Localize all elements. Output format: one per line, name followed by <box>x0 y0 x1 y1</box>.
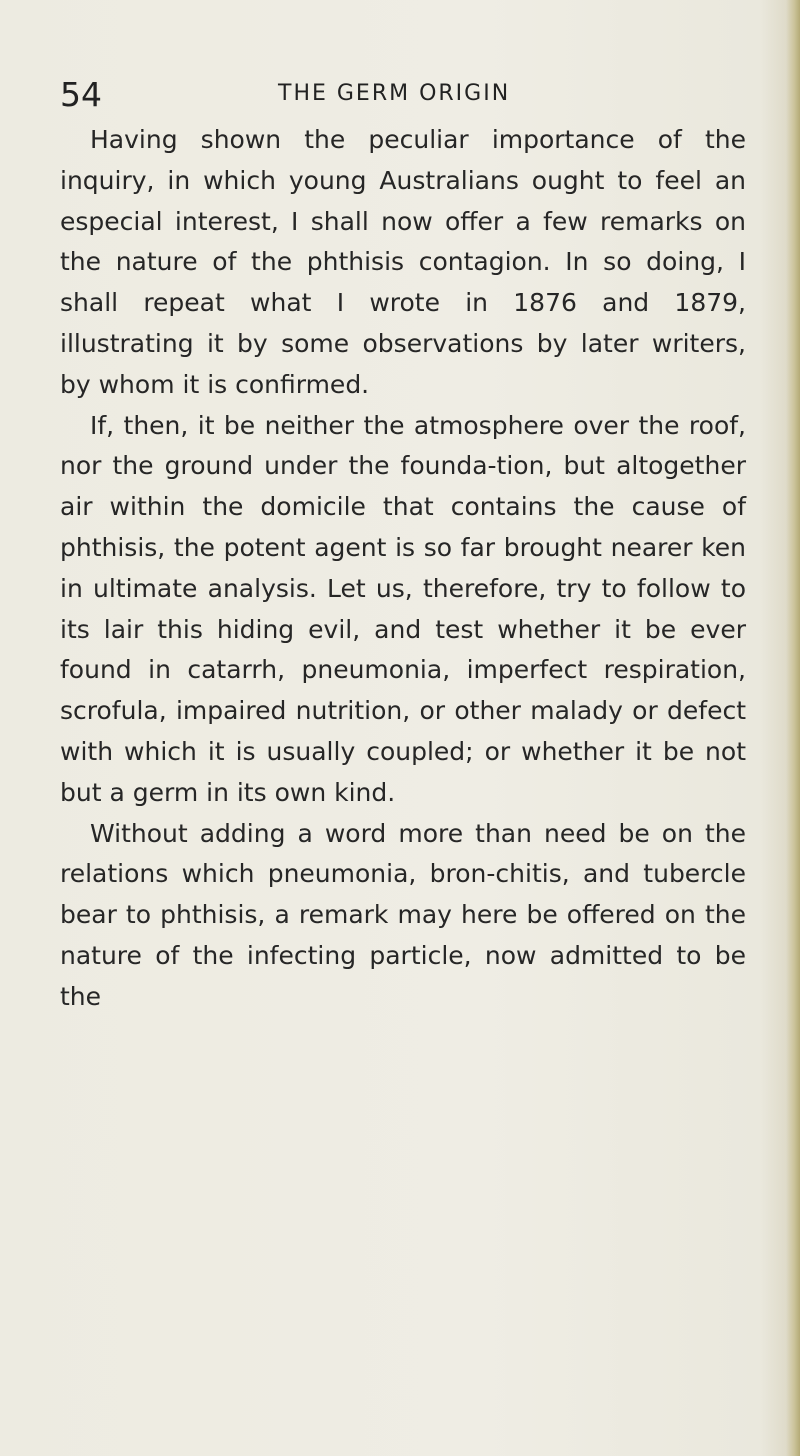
body-text <box>60 120 746 1018</box>
page-edge-shadow <box>786 0 800 1456</box>
running-head: THE GERM ORIGIN <box>278 81 511 106</box>
page-number: 54 <box>60 75 102 114</box>
page-header <box>60 70 760 120</box>
paragraph-3: Without adding a word more than need be on the relations which pneumonia, bron-chitis, and tubercle bear to phthisis, a remark may here be offered on the nature of the infecting particle, now admitted to be the <box>60 818 746 1011</box>
paragraph-1: Having shown the peculiar importance of the inquiry, in which young Australians ought to feel an especial interest, I shall now offer a few remarks on the nature of the phthisis contagion. In so doing, I shall repeat what I wrote in 1876 and 1879, illustrating it by some observations by later writers, by whom it is confirmed. <box>60 125 746 399</box>
paragraph-2: If, then, it be neither the atmosphere over the roof, nor the ground under the founda-tion, but altogether air within the domicile that contains the cause of phthisis, the potent agent is so far brought nearer ken in ultimate analysis. Let us, therefore, try to follow to its lair this hiding evil, and test whether it be ever found in catarrh, pneumonia, imperfect respiration, scrofula, impaired nutrition, or other malady or defect with which it is usually coupled; or whether it be not but a germ in its own kind. <box>60 410 746 807</box>
